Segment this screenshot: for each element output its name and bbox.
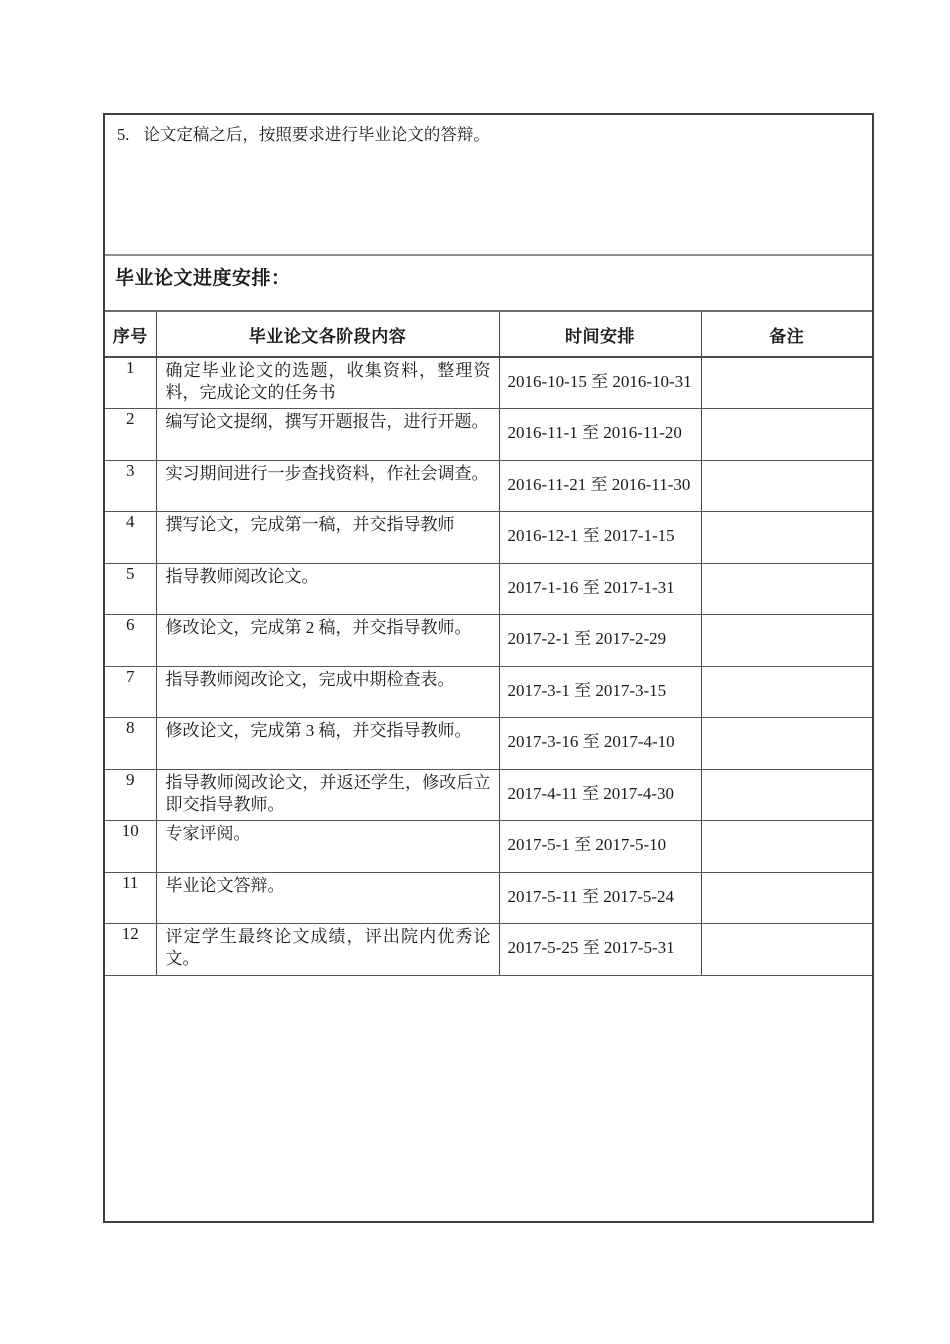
table-row [105,924,872,976]
stage-content-cell: 指导教师阅改论文，并返还学生，修改后立即交指导教师。 [156,769,499,821]
time-range-cell: 2016-12-1 至 2017-1-15 [499,512,701,564]
remark-cell [701,615,872,667]
row-number-cell: 10 [105,821,156,873]
table-row [105,872,872,924]
time-range-cell: 2016-11-1 至 2016-11-20 [499,409,701,461]
row-number-cell: 6 [105,615,156,667]
stage-content-cell: 修改论文，完成第 2 稿，并交指导教师。 [156,615,499,667]
table-header-row [105,311,872,357]
stage-content-cell: 撰写论文，完成第一稿，并交指导教师 [156,512,499,564]
table-row [105,357,872,409]
remark-cell [701,821,872,873]
row-number-cell: 12 [105,924,156,976]
intro-item-text: 论文定稿之后，按照要求进行毕业论文的答辩。 [143,125,490,144]
remark-cell [701,357,872,409]
time-range-cell: 2017-4-11 至 2017-4-30 [499,769,701,821]
remark-cell [701,769,872,821]
schedule-heading: 毕业论文进度安排： [115,268,291,289]
table-row [105,615,872,667]
remark-cell [701,512,872,564]
header-no: 序号 [105,311,156,357]
header-note: 备注 [701,311,872,357]
row-number-cell: 1 [105,357,156,409]
time-range-cell: 2016-11-21 至 2016-11-30 [499,460,701,512]
table-row [105,409,872,461]
remark-cell [701,563,872,615]
table-row [105,460,872,512]
time-range-cell: 2017-5-25 至 2017-5-31 [499,924,701,976]
intro-item-marker: 5. [117,125,130,144]
stage-content-cell: 专家评阅。 [156,821,499,873]
form-outer-box [103,113,874,1223]
row-number-cell: 3 [105,460,156,512]
remark-cell [701,460,872,512]
remark-cell [701,718,872,770]
remark-cell [701,409,872,461]
time-range-cell: 2017-3-16 至 2017-4-10 [499,718,701,770]
remark-cell [701,666,872,718]
stage-content-cell: 指导教师阅改论文。 [156,563,499,615]
time-range-cell: 2017-2-1 至 2017-2-29 [499,615,701,667]
time-range-cell: 2017-1-16 至 2017-1-31 [499,563,701,615]
header-content: 毕业论文各阶段内容 [156,311,499,357]
stage-content-cell: 确定毕业论文的选题，收集资料，整理资料，完成论文的任务书 [156,357,499,409]
schedule-table [105,310,872,976]
table-row [105,666,872,718]
time-range-cell: 2017-5-1 至 2017-5-10 [499,821,701,873]
stage-content-cell: 毕业论文答辩。 [156,872,499,924]
row-number-cell: 4 [105,512,156,564]
table-row [105,718,872,770]
row-number-cell: 9 [105,769,156,821]
stage-content-cell: 编写论文提纲，撰写开题报告，进行开题。 [156,409,499,461]
time-range-cell: 2016-10-15 至 2016-10-31 [499,357,701,409]
table-row [105,563,872,615]
remark-cell [701,924,872,976]
stage-content-cell: 指导教师阅改论文，完成中期检查表。 [156,666,499,718]
stage-content-cell: 修改论文，完成第 3 稿，并交指导教师。 [156,718,499,770]
row-number-cell: 2 [105,409,156,461]
table-row [105,821,872,873]
time-range-cell: 2017-5-11 至 2017-5-24 [499,872,701,924]
intro-section [105,115,872,256]
row-number-cell: 11 [105,872,156,924]
table-row [105,512,872,564]
table-row [105,769,872,821]
row-number-cell: 7 [105,666,156,718]
stage-content-cell: 评定学生最终论文成绩，评出院内优秀论文。 [156,924,499,976]
row-number-cell: 5 [105,563,156,615]
row-number-cell: 8 [105,718,156,770]
empty-bottom-section [105,976,872,1222]
stage-content-cell: 实习期间进行一步查找资料，作社会调查。 [156,460,499,512]
header-time: 时间安排 [499,311,701,357]
time-range-cell: 2017-3-1 至 2017-3-15 [499,666,701,718]
remark-cell [701,872,872,924]
